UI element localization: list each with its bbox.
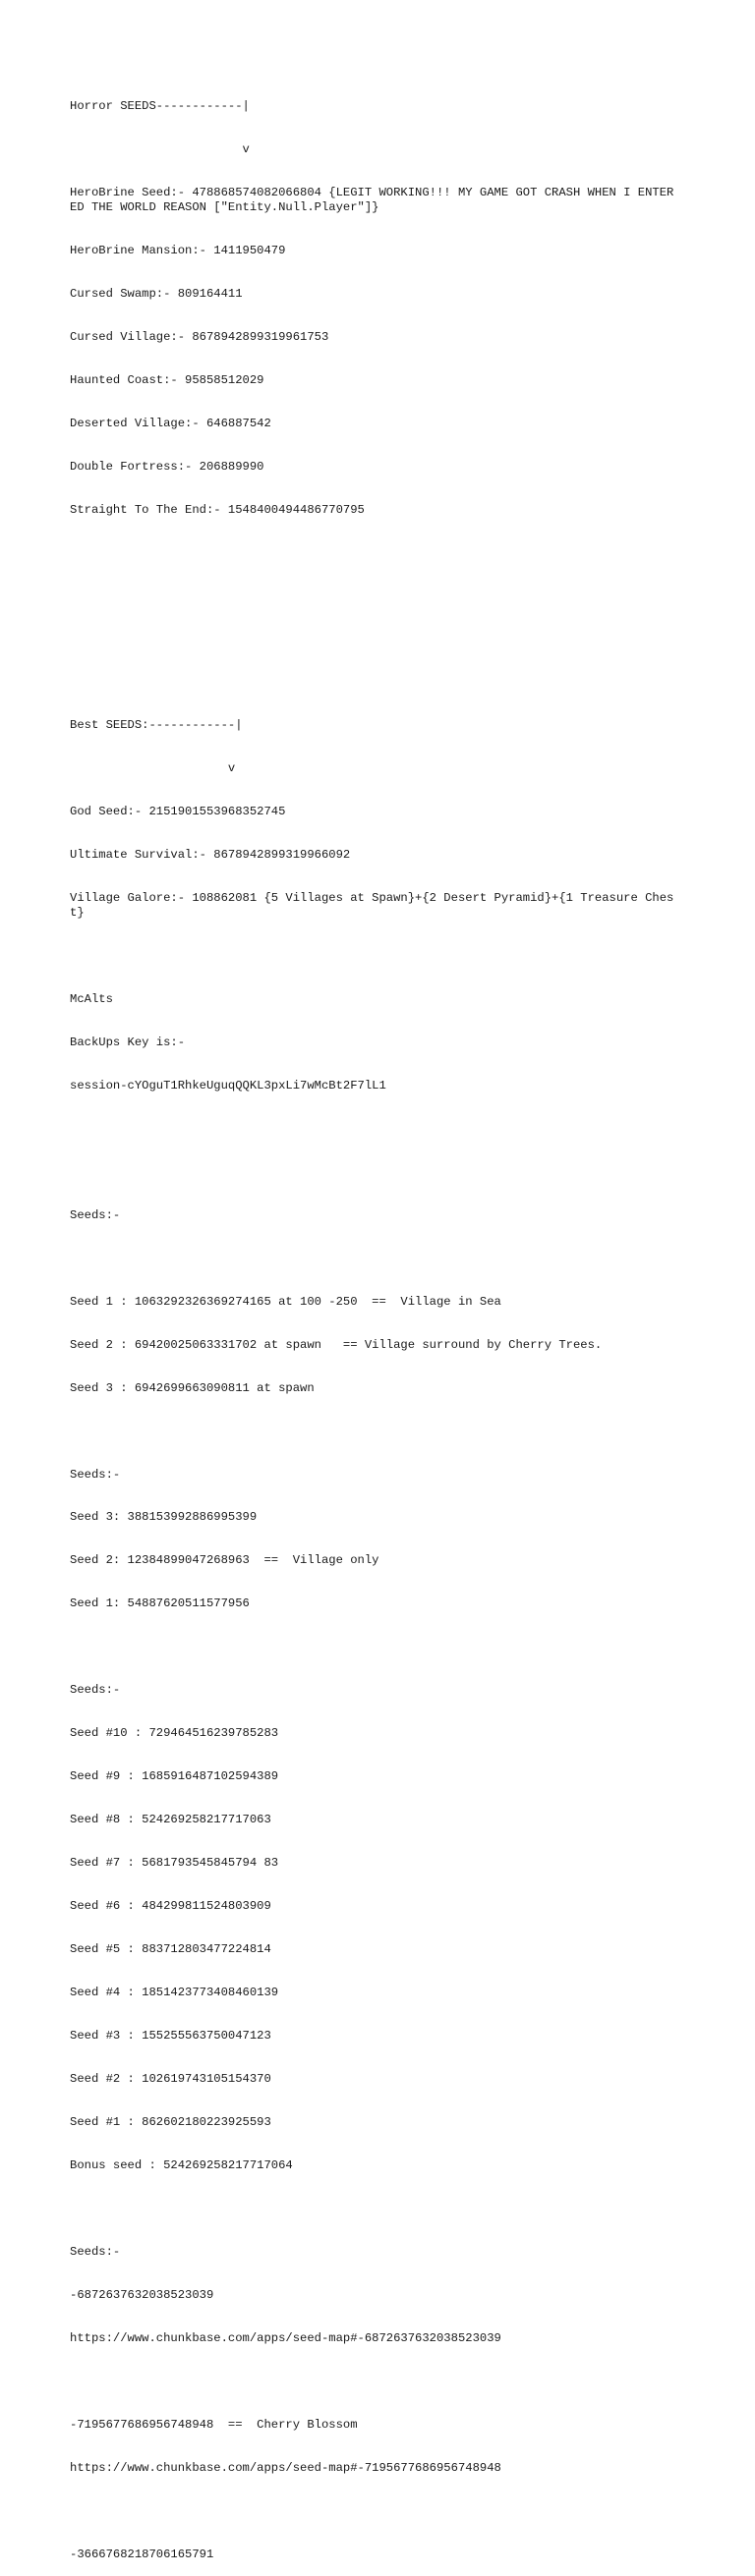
seed-map-link[interactable]: https://www.chunkbase.com/apps/seed-map#-6872637632038523039 [70,2330,501,2345]
document-text [70,71,679,2576]
seed-entry: Seed 3: 388153992886995399 [70,1510,258,1525]
seed-entry: Seed #2 : 102619743105154370 [70,2072,271,2087]
blank-line [70,2375,679,2389]
seed-line-double-fortress: Double Fortress:- 206889990 [70,459,264,474]
bonus-seed: Bonus seed : 524269258217717064 [70,2158,293,2172]
seed-entry: Seed 3 : 6942699663090811 at spawn [70,1380,315,1395]
seed-map-link[interactable]: https://www.chunkbase.com/apps/seed-map#-7195677686956748948 [70,2460,501,2475]
seed-line-herobrine-mansion: HeroBrine Mansion:- 1411950479 [70,243,286,257]
seed-entry: Seed #1 : 862602180223925593 [70,2115,271,2130]
seed-entry: -3666768218706165791 [70,2547,214,2561]
session-key: session-cYOguT1RhkeUguqQQKL3pxLi7wMcBt2F7lL1 [70,1078,386,1092]
seed-line-haunted-coast: Haunted Coast:- 95858512029 [70,372,264,387]
seeds-heading: Seeds:- [70,1683,121,1698]
seed-entry: Seed 2: 12384899047268963 == Village only [70,1553,379,1568]
seed-entry: Seed #6 : 484299811524803909 [70,1899,271,1914]
seed-line-cursed-swamp: Cursed Swamp:- 809164411 [70,286,243,301]
seed-line-herobrine: HeroBrine Seed:- 478868574082066804 {LEGIT WORKING!!! MY GAME GOT CRASH WHEN I ENTERED THE WORLD REASON ["Entity.Null.Player"]} [70,186,674,214]
blank-line [70,1165,679,1180]
seeds-heading: Seeds:- [70,1207,121,1222]
seed-line-ultimate-survival: Ultimate Survival:- 8678942899319966092 [70,848,351,863]
blank-line [70,676,679,691]
seed-entry: Seed #10 : 729464516239785283 [70,1726,279,1741]
seed-line-deserted-village: Deserted Village:- 646887542 [70,416,271,430]
blank-line [70,633,679,647]
section-heading-horror: Horror SEEDS------------| [70,99,250,114]
arrow-marker: v [70,142,250,157]
seeds-heading: Seeds:- [70,1467,121,1482]
seed-line-village-galore: Village Galore:- 108862081 {5 Villages at Spawn}+{2 Desert Pyramid}+{1 Treasure Chest} [70,891,674,920]
seed-entry: -7195677686956748948 == Cherry Blossom [70,2417,358,2432]
blank-line [70,589,679,604]
blank-line [70,1252,679,1266]
seed-entry: Seed 1 : 1063292326369274165 at 100 -250 == Village in Sea [70,1294,501,1309]
seed-entry: Seed #8 : 524269258217717063 [70,1813,271,1827]
seed-line-god-seed: God Seed:- 2151901553968352745 [70,805,286,819]
seed-line-cursed-village: Cursed Village:- 8678942899319961753 [70,329,329,344]
seed-entry: Seed 2 : 69420025063331702 at spawn == Village surround by Cherry Trees. [70,1337,603,1352]
seeds-heading: Seeds:- [70,2244,121,2259]
arrow-marker: v [70,761,236,776]
mcalts-label: McAlts [70,991,113,1006]
seed-entry: Seed #4 : 1851423773408460139 [70,1986,279,2000]
seed-entry: Seed #3 : 155255563750047123 [70,2029,271,2044]
blank-line [70,546,679,561]
blank-line [70,2504,679,2519]
seed-entry: Seed #5 : 883712803477224814 [70,1942,271,1957]
blank-line [70,1122,679,1137]
seed-entry: Seed 1: 54887620511577956 [70,1596,250,1611]
section-heading-best: Best SEEDS:------------| [70,718,243,733]
backups-key-label: BackUps Key is:- [70,1035,186,1049]
seed-entry: Seed #7 : 5681793545845794 83 [70,1856,279,1871]
blank-line [70,1425,679,1439]
blank-line [70,2202,679,2216]
seed-entry: Seed #9 : 1685916487102594389 [70,1769,279,1784]
blank-line [70,949,679,964]
seed-line-straight-to-end: Straight To The End:- 1548400494486770795 [70,502,365,517]
blank-line [70,1640,679,1654]
seed-entry: -6872637632038523039 [70,2287,214,2302]
